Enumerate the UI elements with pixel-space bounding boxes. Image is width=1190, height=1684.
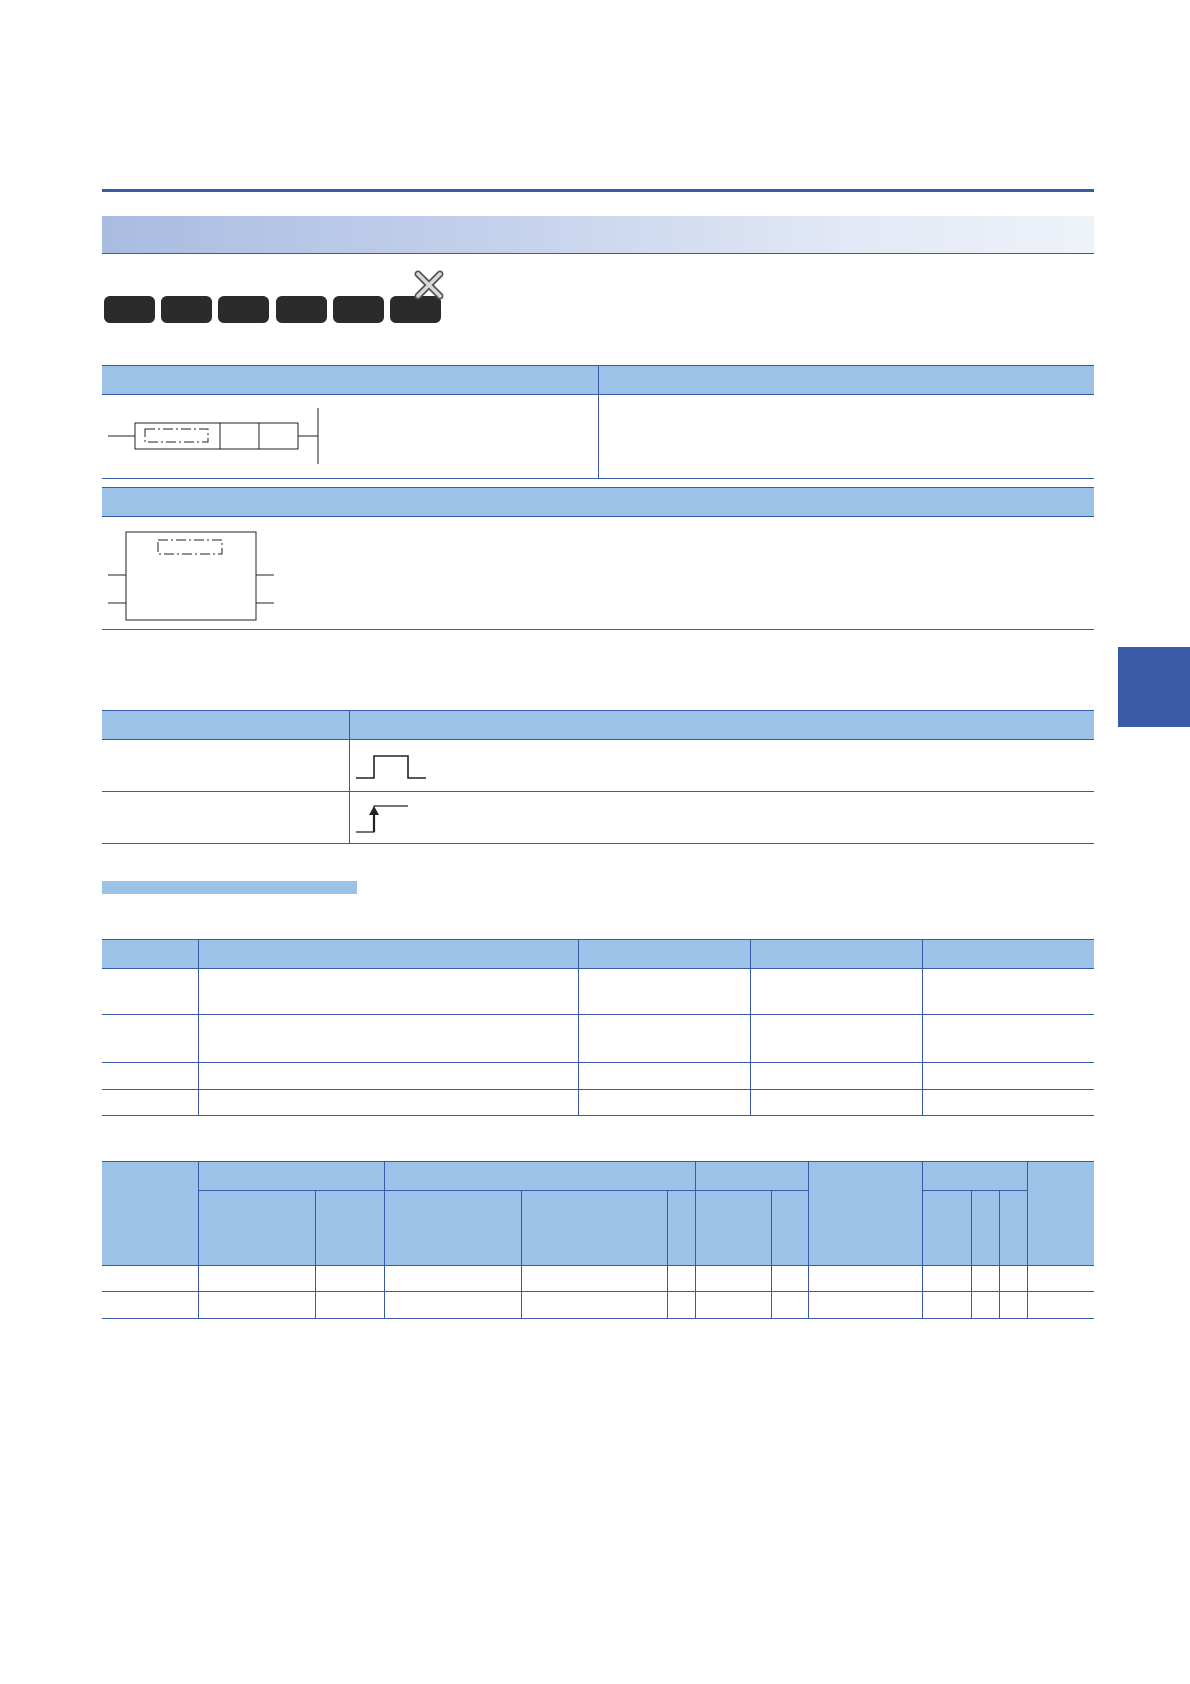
cpu-badge	[333, 296, 384, 323]
execution-condition-row-divider	[102, 791, 1094, 792]
cpu-badge	[104, 296, 155, 323]
cpu-badge	[276, 296, 327, 323]
cross-icon	[414, 270, 444, 300]
table-row	[102, 1062, 1094, 1063]
device-table-header	[102, 1161, 1094, 1266]
cpu-badge	[390, 296, 441, 323]
device-col-divider	[1027, 1161, 1028, 1319]
device-col-divider	[971, 1190, 972, 1319]
rising-edge-waveform	[356, 804, 410, 834]
execution-condition-divider	[349, 710, 350, 843]
table-row	[102, 1014, 1094, 1015]
device-header-subrow	[922, 1190, 1027, 1191]
cpu-badge	[218, 296, 269, 323]
cpu-badge	[161, 296, 212, 323]
table-row	[102, 1089, 1094, 1090]
table-row	[102, 1318, 1094, 1319]
device-col-divider	[808, 1161, 809, 1319]
table-row	[102, 1115, 1094, 1116]
device-col-divider	[198, 1161, 199, 1319]
execution-condition-bottom	[102, 843, 1094, 844]
section-band-underline	[102, 253, 1094, 254]
device-header-subrow	[198, 1190, 808, 1191]
execution-condition-header	[102, 710, 1094, 740]
section-title-band	[102, 216, 1094, 254]
table-row	[102, 1291, 1094, 1292]
chapter-side-tab	[1118, 647, 1190, 727]
operand-table-header	[102, 939, 1094, 969]
device-col-divider	[315, 1190, 316, 1319]
device-col-divider	[771, 1190, 772, 1319]
device-col-divider	[999, 1190, 1000, 1319]
ladder-diagram	[108, 408, 328, 466]
subsection-band	[102, 881, 357, 894]
device-col-divider	[922, 1161, 923, 1319]
top-rule	[102, 189, 1094, 192]
device-col-divider	[521, 1190, 522, 1319]
ladder-table-bottom	[102, 478, 1094, 479]
device-col-divider	[384, 1161, 385, 1319]
on-pulse-waveform	[356, 754, 428, 780]
ladder-table-divider	[598, 365, 599, 479]
function-block-diagram	[106, 530, 276, 622]
fbd-table-header	[102, 487, 1094, 517]
fbd-table-bottom	[102, 629, 1094, 630]
device-col-divider	[695, 1161, 696, 1319]
device-col-divider	[667, 1190, 668, 1319]
